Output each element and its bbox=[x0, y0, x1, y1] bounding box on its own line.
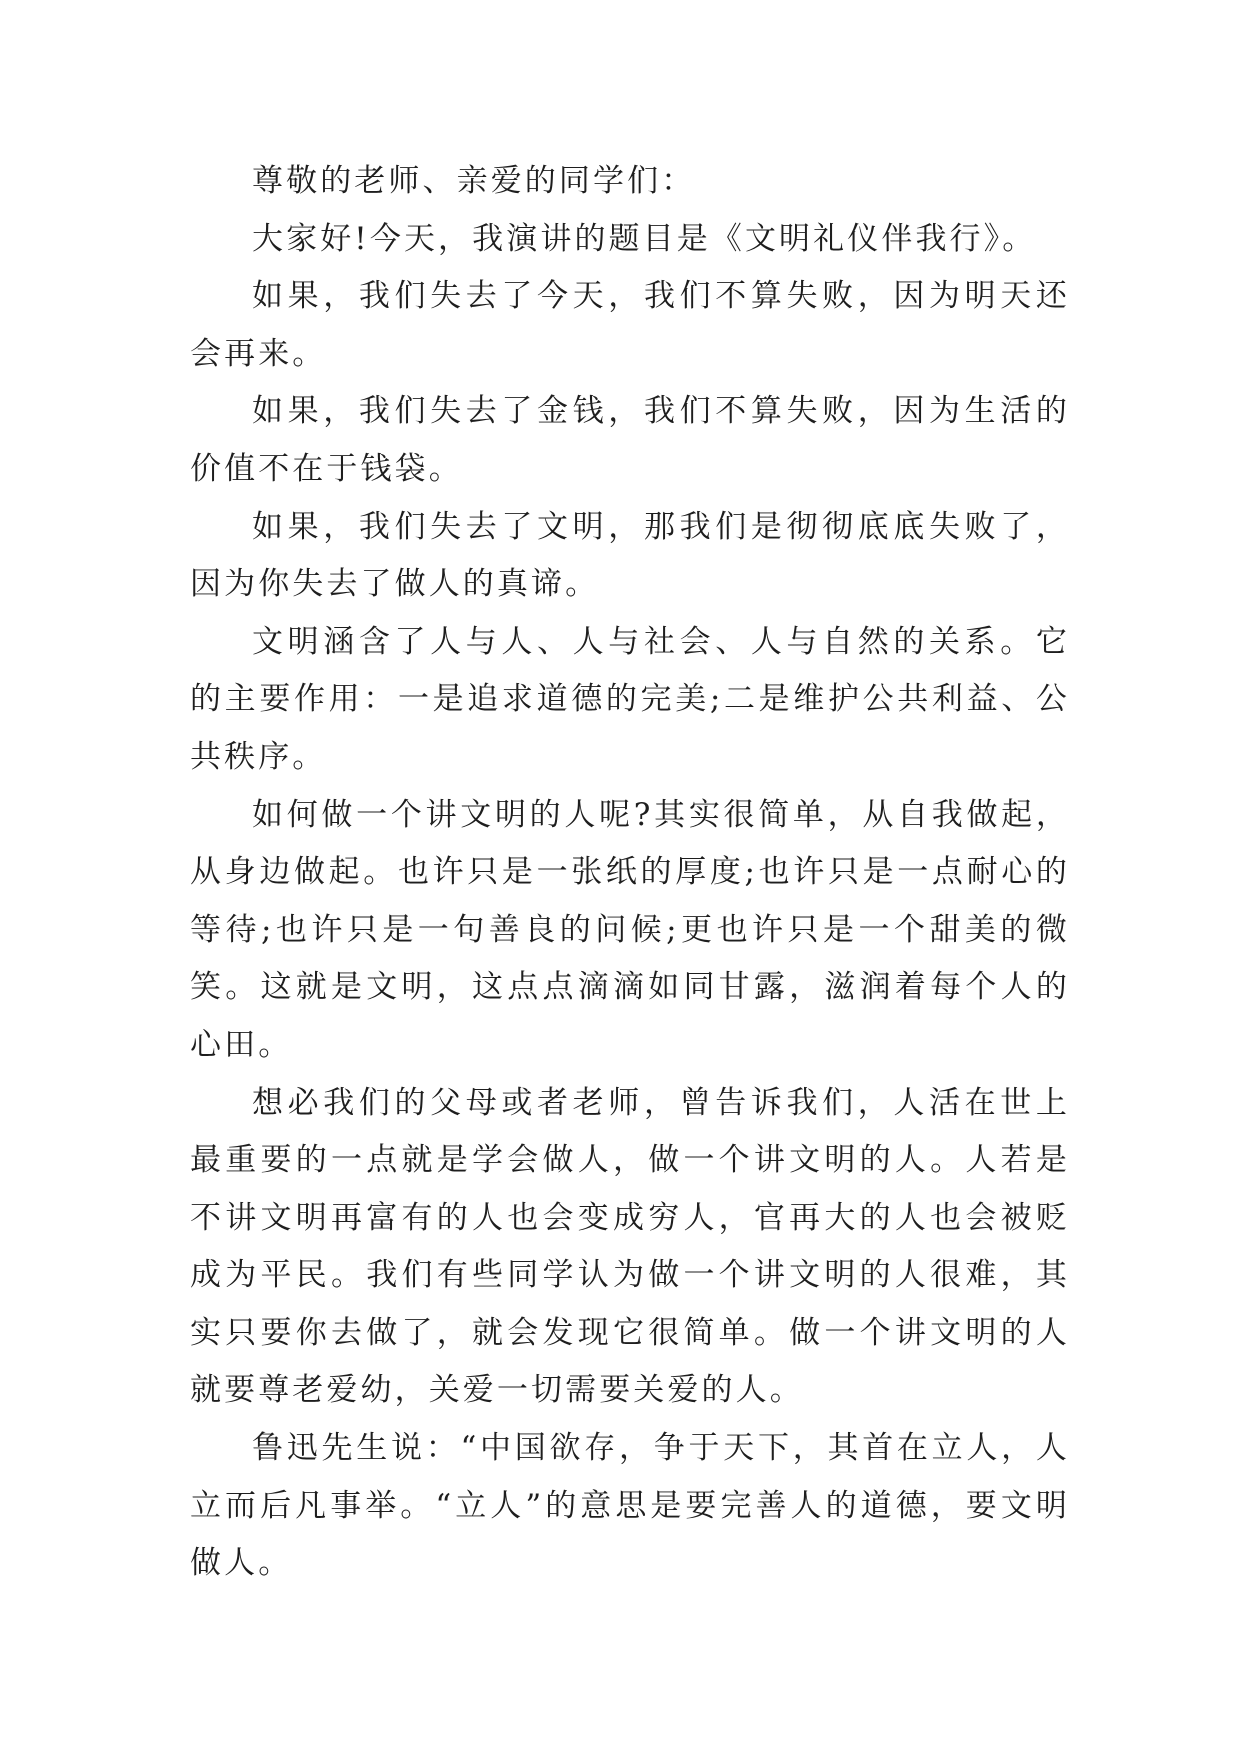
paragraph-parents-teachers: 想必我们的父母或者老师，曾告诉我们，人活在世上最重要的一点就是学会做人，做一个讲文明的人。人若是不讲文明再富有的人也会变成穷人，官再大的人也会被贬成为平民。我们有些同学认为做一个讲文明的人很难，其实只要你去做了，就会发现它很简单。做一个讲文明的人就要尊老爱幼，关爱一切需要关爱的人。 bbox=[190, 1084, 1070, 1409]
salutation: 尊敬的老师、亲爱的同学们： bbox=[252, 163, 696, 199]
paragraph-lose-money: 如果，我们失去了金钱，我们不算失败，因为生活的价值不在于钱袋。 bbox=[190, 393, 1070, 487]
speech-body bbox=[190, 153, 1070, 1593]
paragraph-civility-meaning: 文明涵含了人与人、人与社会、人与自然的关系。它的主要作用：一是追求道德的完美;二是维护公共利益、公共秩序。 bbox=[190, 623, 1070, 775]
paragraph-lose-civility: 如果，我们失去了文明，那我们是彻彻底底失败了，因为你失去了做人的真谛。 bbox=[190, 508, 1070, 603]
paragraph-greeting: 大家好!今天，我演讲的题目是《文明礼仪伴我行》。 bbox=[252, 220, 1037, 257]
paragraph-lu-xun-quote: 鲁迅先生说：“中国欲存，争于天下，其首在立人，人立而后凡事举。“立人”的意思是要完善人的道德，要文明做人。 bbox=[190, 1430, 1070, 1582]
paragraph-lose-today: 如果，我们失去了今天，我们不算失败，因为明天还会再来。 bbox=[190, 278, 1070, 372]
paragraph-how-to-be-civil: 如何做一个讲文明的人呢?其实很简单，从自我做起，从身边做起。也许只是一张纸的厚度;也许只是一点耐心的等待;也许只是一句善良的问候;更也许只是一个甜美的微笑。这就是文明，这点点滴滴如同甘露，滋润着每个人的心田。 bbox=[190, 796, 1070, 1063]
